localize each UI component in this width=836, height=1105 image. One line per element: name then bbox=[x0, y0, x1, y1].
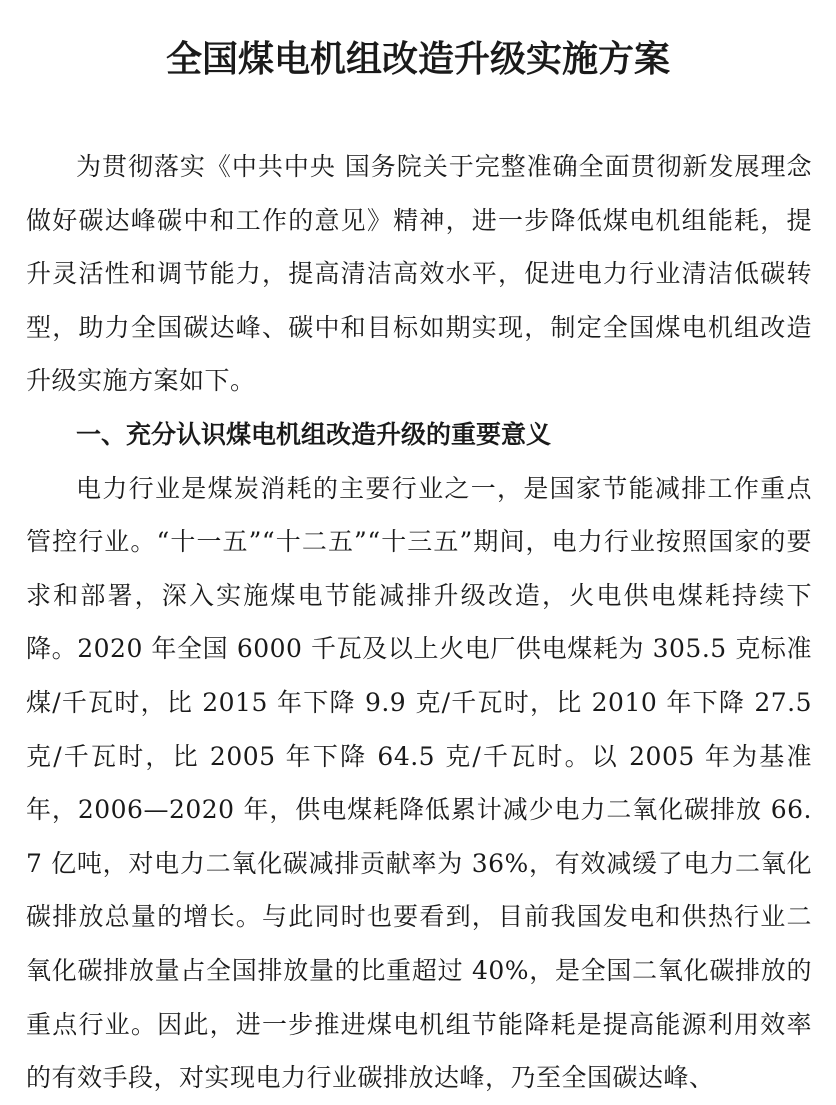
section-paragraph: 电力行业是煤炭消耗的主要行业之一，是国家节能减排工作重点管控行业。“十一五”“十二五”“十三五”期间，电力行业按照国家的要求和部署，深入实施煤电节能减排升级改造，火电供电煤耗持续下降。2020 年全国 6000 千瓦及以上火电厂供电煤耗为 305.5 克标准煤/千瓦时，比 2015 年下降 9.9 克/千瓦时，比 2010 年下降 27.5 克/千瓦时，比 2005 年下降 64.5 克/千瓦时。以 2005 年为基准年，2006—2020 年，供电煤耗降低累计减少电力二氧化碳排放 66.7 亿吨，对电力二氧化碳减排贡献率为 36%，有效减缓了电力二氧化碳排放总量的增长。与此同时也要看到，目前我国发电和供热行业二氧化碳排放量占全国排放量的比重超过 40%，是全国二氧化碳排放的重点行业。因此，进一步推进煤电机组节能降耗是提高能源利用效率的有效手段，对实现电力行业碳排放达峰，乃至全国碳达峰、 bbox=[26, 473, 812, 1093]
intro-paragraph: 为贯彻落实《中共中央 国务院关于完整准确全面贯彻新发展理念做好碳达峰碳中和工作的意见》精神，进一步降低煤电机组能耗，提升灵活性和调节能力，提高清洁高效水平，促进电力行业清洁低碳转型，助力全国碳达峰、碳中和目标如期实现，制定全国煤电机组改造升级实施方案如下。 bbox=[26, 152, 812, 396]
document-title: 全国煤电机组改造升级实施方案 bbox=[165, 39, 670, 80]
section-heading: 一、充分认识煤电机组改造升级的重要意义 bbox=[76, 419, 552, 449]
document-body bbox=[26, 140, 812, 1105]
